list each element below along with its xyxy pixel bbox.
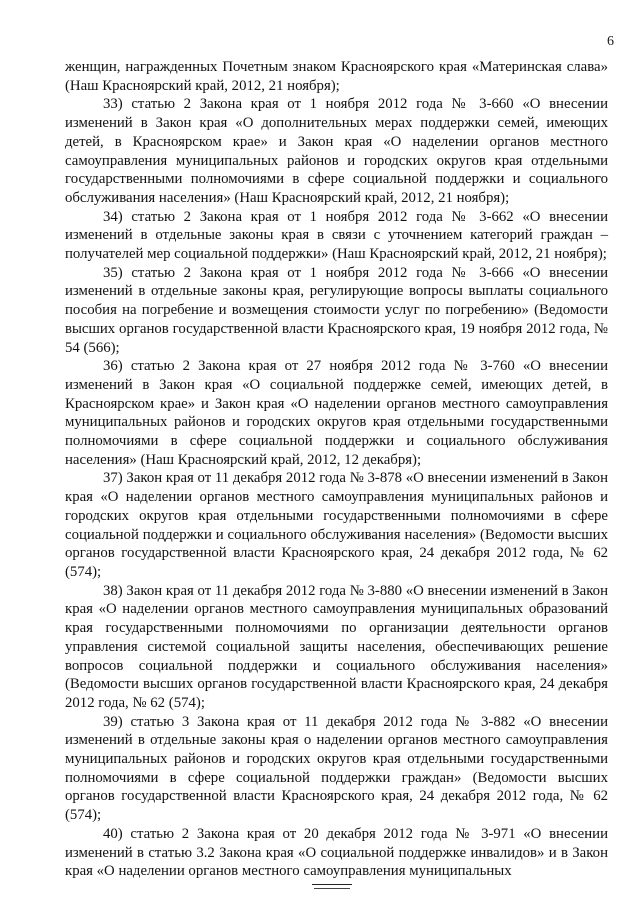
footer-line-lower <box>314 888 350 889</box>
list-item-39: 39) статью 3 Закона края от 11 декабря 2012 года № 3-882 «О внесении изменений в отдельные законы края о наделении органов местного самоуправления муниципальных районов и городских округов края отдельными государственными полномочиями в сфере социальной поддержки граждан» (Ведомости высших органов государственной власти Красноярского края, 24 декабря 2012 года, № 62 (574); <box>65 713 608 824</box>
list-item-35: 35) статью 2 Закона края от 1 ноября 2012 года № 3-666 «О внесении изменений в отдельные законы края, регулирующие вопросы выплаты социального пособия на погребение и возмещения стоимости услуг по погребению» (Ведомости высших органов государственной власти Красноярского края, 19 ноября 2012 года, № 54 (566); <box>65 264 608 356</box>
paragraph-continuation: женщин, награжденных Почетным знаком Красноярского края «Материнская слава» (Наш Красноярский край, 2012, 21 ноября); <box>65 59 608 94</box>
footer-underline-mark <box>312 880 352 894</box>
list-item-33: 33) статью 2 Закона края от 1 ноября 2012 года № 3-660 «О внесении изменений в Закон края «О дополнительных мерах поддержки семей, имеющих детей, в Красноярском крае» и Закон края «О наделении органов местного самоуправления муниципальных районов и городских округов края отдельными государственными полномочиями в сфере социальной поддержки и социального обслуживания населения» (Наш Красноярский край, 2012, 21 ноября); <box>65 96 608 206</box>
page-number: 6 <box>607 34 614 49</box>
document-body <box>65 58 608 881</box>
list-item-40: 40) статью 2 Закона края от 20 декабря 2012 года № 3-971 «О внесении изменений в статью 3.2 Закона края «О социальной поддержке инвалидов» и в Закон края «О наделении органов местного самоуправления муниципальных <box>65 825 608 880</box>
list-item-36: 36) статью 2 Закона края от 27 ноября 2012 года № 3-760 «О внесении изменений в Закон края «О социальной поддержке семей, имеющих детей, в Красноярском крае» и Закон края «О наделении органов местного самоуправления муниципальных районов и городских округов края отдельными государственными полномочиями в сфере социальной поддержки и социального обслуживания населения» (Наш Красноярский край, 2012, 12 декабря); <box>65 358 608 468</box>
list-item-37: 37) Закон края от 11 декабря 2012 года № 3-878 «О внесении изменений в Закон края «О наделении органов местного самоуправления муниципальных районов и городских округов края отдельными государственными полномочиями в сфере социальной поддержки и социального обслуживания населения» (Ведомости высших органов государственной власти Красноярского края, 24 декабря 2012 года, № 62 (574); <box>65 470 608 580</box>
list-item-34: 34) статью 2 Закона края от 1 ноября 2012 года № 3-662 «О внесении изменений в отдельные законы края в связи с уточнением категорий граждан – получателей мер социальной поддержки» (Наш Красноярский край, 2012, 21 ноября); <box>65 208 608 263</box>
list-item-38: 38) Закон края от 11 декабря 2012 года № 3-880 «О внесении изменений в Закон края «О наделении органов местного самоуправления муниципальных образований края государственными полномочиями по организации деятельности органов управления системой социальной защиты населения, обеспечивающих решение вопросов социальной поддержки и социального обслуживания населения» (Ведомости высших органов государственной власти Красноярского края, 24 декабря 2012 года, № 62 (574); <box>65 582 608 711</box>
footer-line-upper <box>312 884 352 885</box>
